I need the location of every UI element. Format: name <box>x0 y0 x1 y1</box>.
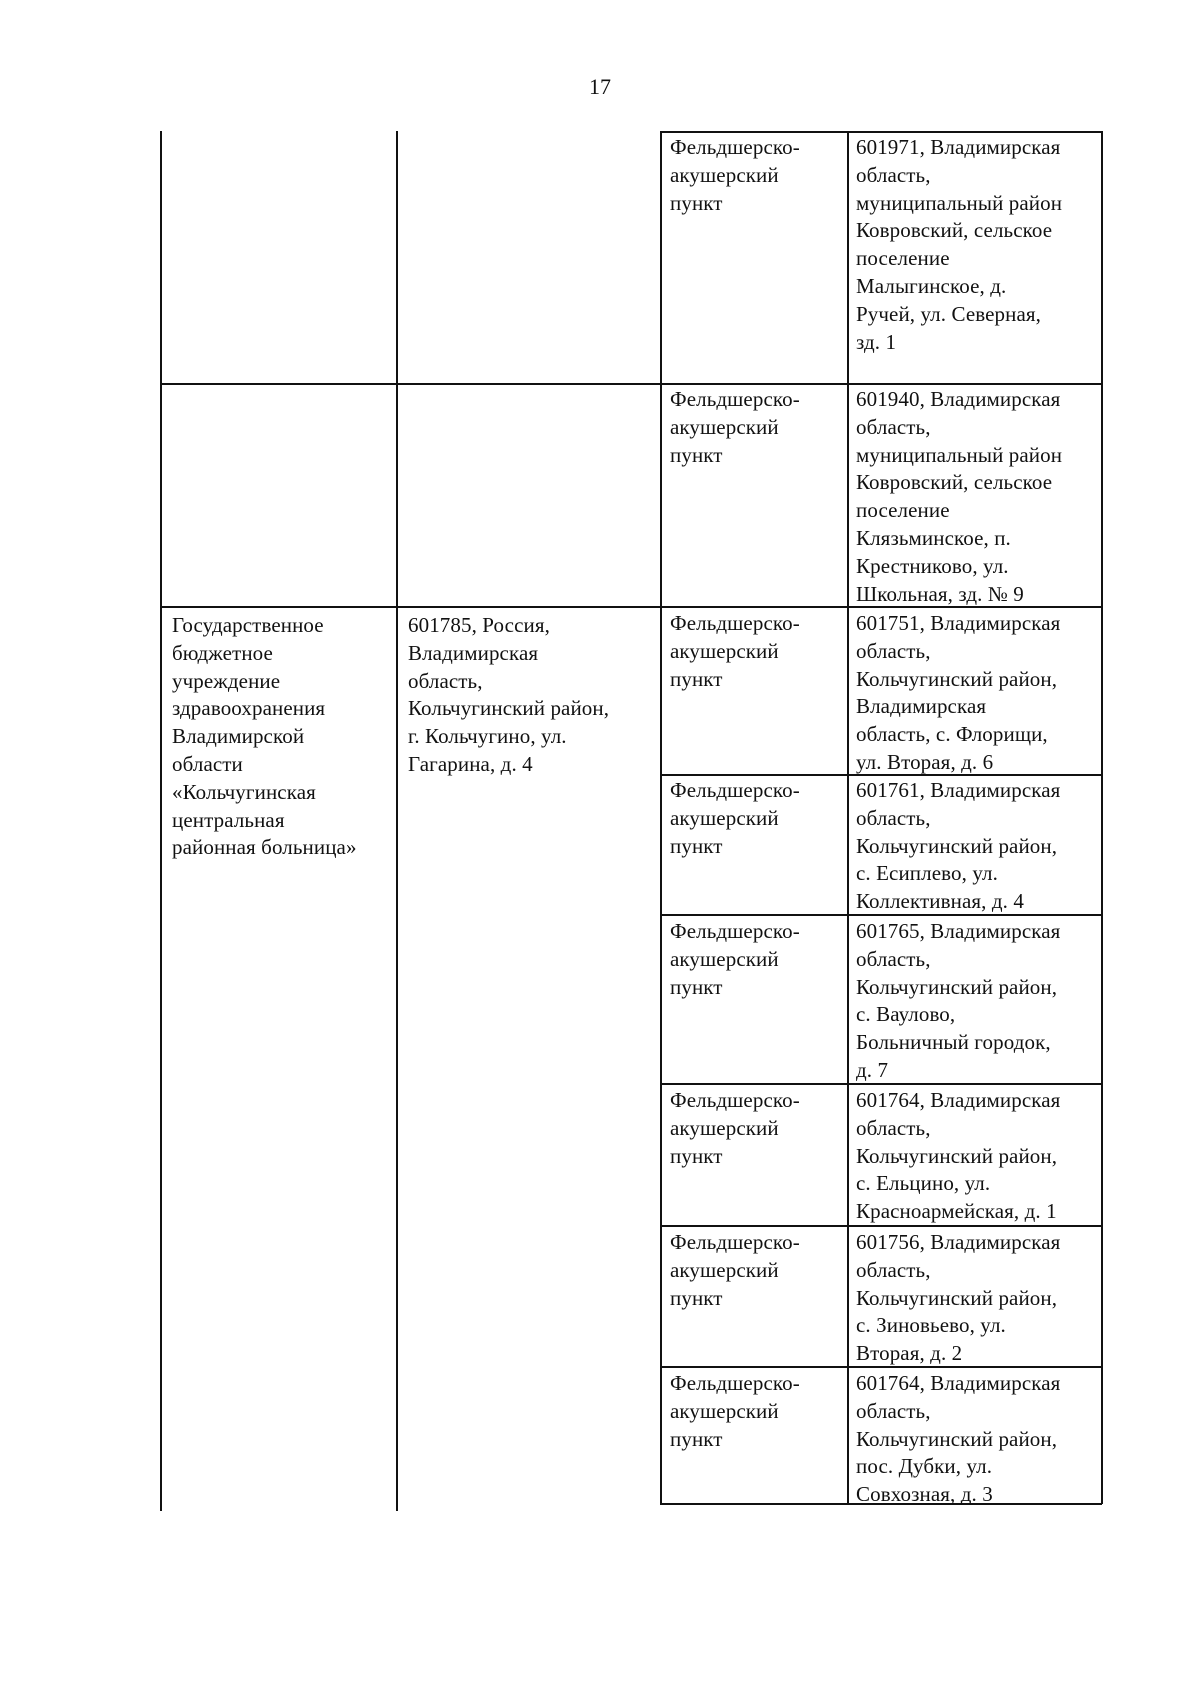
fap-address-2: 601940, Владимирская область, муниципальный район Ковровский, сельское поселение Клязьминское, п. Крестниково, ул. Школьная, зд. № 9 <box>856 387 1063 606</box>
fap-type-4: Фельдшерско- акушерский пункт <box>670 778 800 858</box>
table-border-left <box>160 131 162 1511</box>
fap-type-7: Фельдшерско- акушерский пункт <box>670 1230 800 1310</box>
organization-address: 601785, Россия, Владимирская область, Кольчугинский район, г. Кольчугино, ул. Гагарина, д. 4 <box>408 613 610 776</box>
fap-address-5: 601765, Владимирская область, Кольчугинский район, с. Ваулово, Больничный городок, д. 7 <box>856 919 1061 1082</box>
subtable-border-right <box>1101 131 1103 1504</box>
fap-address-4: 601761, Владимирская область, Кольчугинский район, с. Есиплево, ул. Коллективная, д. 4 <box>856 778 1061 914</box>
fap-address-1: 601971, Владимирская область, муниципальный район Ковровский, сельское поселение Малыгинское, д. Ручей, ул. Северная, зд. 1 <box>856 135 1063 354</box>
fap-type-1: Фельдшерско- акушерский пункт <box>670 135 800 215</box>
table-border-col2 <box>396 131 398 1511</box>
fap-type-6: Фельдшерско- акушерский пункт <box>670 1088 800 1168</box>
page-number: 17 <box>589 74 611 99</box>
subtable-border-left <box>660 131 662 1504</box>
fap-address-6: 601764, Владимирская область, Кольчугинский район, с. Ельцино, ул. Красноармейская, д. 1 <box>856 1088 1061 1224</box>
fap-type-3: Фельдшерско- акушерский пункт <box>670 611 800 691</box>
organization-name: Государственное бюджетное учреждение здравоохранения Владимирской области «Кольчугинская центральная районная больница» <box>172 613 357 860</box>
row-divider-1 <box>160 383 1102 385</box>
fap-address-7: 601756, Владимирская область, Кольчугинский район, с. Зиновьево, ул. Вторая, д. 2 <box>856 1230 1061 1366</box>
subtable-top-border <box>660 131 1102 133</box>
fap-type-8: Фельдшерско- акушерский пункт <box>670 1371 800 1451</box>
fap-type-5: Фельдшерско- акушерский пункт <box>670 919 800 999</box>
fap-type-2: Фельдшерско- акушерский пункт <box>670 387 800 467</box>
fap-address-8: 601764, Владимирская область, Кольчугинский район, пос. Дубки, ул. Совхозная, д. 3 <box>856 1371 1061 1507</box>
fap-address-3: 601751, Владимирская область, Кольчугинский район, Владимирская область, с. Флорищи, ул. Вторая, д. 6 <box>856 611 1061 774</box>
subtable-border-mid <box>847 131 849 1504</box>
